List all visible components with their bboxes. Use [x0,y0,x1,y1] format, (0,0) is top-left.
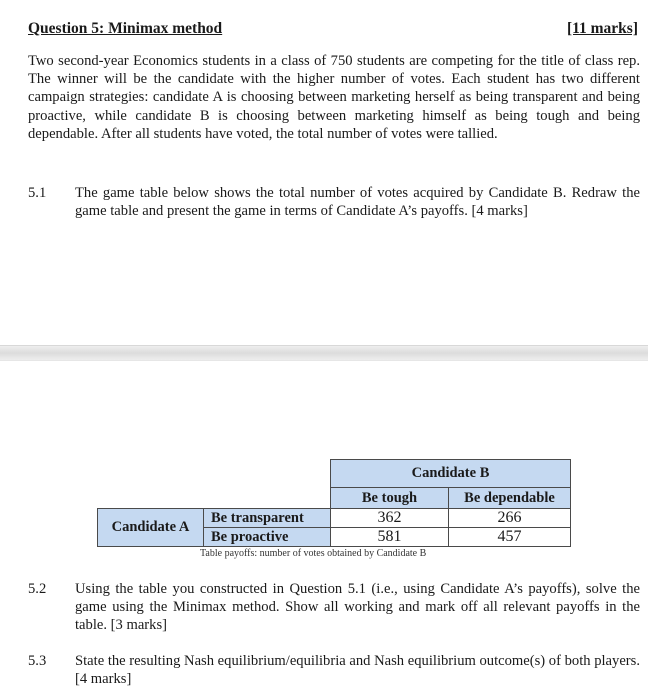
item-number: 5.1 [28,185,47,201]
row-strategy-proactive: Be proactive [203,527,331,547]
payoff-cell: 362 [330,508,449,528]
col-player-header: Candidate B [330,459,571,488]
item-text: State the resulting Nash equilibrium/equilibria and Nash equilibrium outcome(s) of both players. [4 marks] [75,653,640,688]
question-marks: [11 marks] [566,20,638,37]
col-strategy-tough: Be tough [330,487,449,509]
question-title: Question 5: Minimax method [28,20,223,37]
question-item-5-3 [28,652,640,688]
item-number: 5.2 [28,581,47,597]
section-divider [0,345,648,361]
row-strategy-transparent: Be transparent [203,508,331,528]
item-number: 5.3 [28,653,47,669]
col-strategy-dependable: Be dependable [448,487,571,509]
table-caption: Table payoffs: number of votes obtained by Candidate B [200,548,427,559]
question-item-5-2 [28,580,640,635]
payoff-cell: 457 [448,527,571,547]
question-intro: Two second-year Economics students in a class of 750 students are competing for the title of class rep. The winner will be the candidate with the higher number of votes. Each student has two different campaign strategies: candidate A is choosing between marketing herself as being transparent and being proactive, while candidate B is choosing between marketing himself as being tough and being dependable. After all students have voted, the total number of votes were tallied. [28,53,640,142]
payoff-cell: 581 [330,527,449,547]
question-item-5-1 [28,184,640,220]
payoff-cell: 266 [448,508,571,528]
question-header [28,20,638,38]
row-player-header: Candidate A [97,508,204,547]
item-text: The game table below shows the total number of votes acquired by Candidate B. Redraw the game table and present the game in terms of Candidate A’s payoffs. [4 marks] [75,185,640,220]
item-text: Using the table you constructed in Question 5.1 (i.e., using Candidate A’s payoffs), solve the game using the Minimax method. Show all working and mark off all relevant payoffs in the table. [3 marks] [75,581,640,634]
